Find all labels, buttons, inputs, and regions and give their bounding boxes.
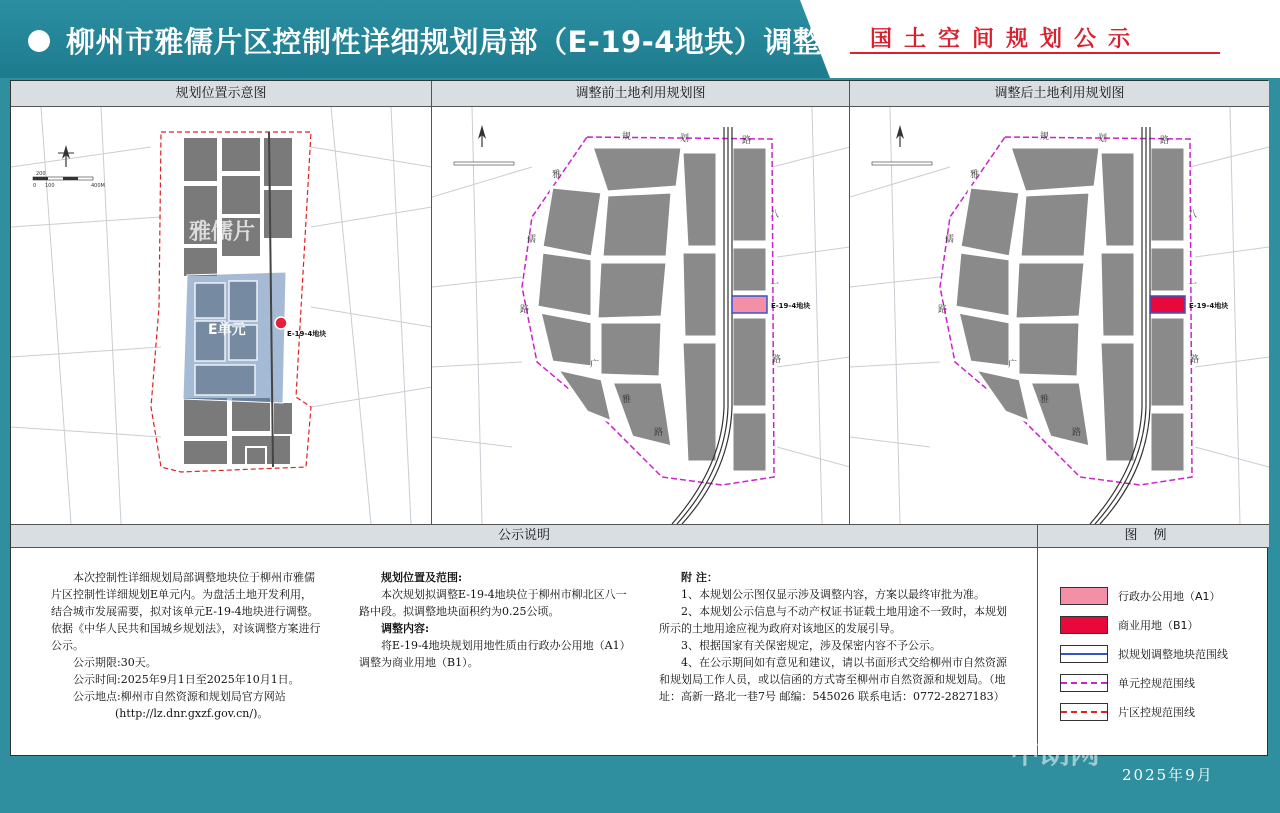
note-2: 2、本规划公示信息与不动产权证书证载土地用途不一致时，本规划所示的土地用途应视为政府对该地区的发展引导。 [659,605,1007,635]
road-char: 一 [1188,280,1198,290]
road-char: 路 [1072,428,1082,438]
legend-panel [1037,548,1268,756]
plot-label: E-19-4地块 [287,330,327,338]
scale-bar [872,162,932,165]
road-char: 划 [1098,134,1108,144]
district-label: 雅儒片 [189,220,256,245]
road-char: 八 [1188,210,1198,220]
road-char: 广 [590,360,600,370]
legend-item-a1 [1060,586,1221,606]
location-map [11,107,432,524]
publish-date: 2025年9月 [1122,766,1214,784]
road-char: 路 [1190,355,1200,365]
notice-section-title: 公示说明 [11,524,1037,548]
after-map [850,107,1269,524]
plot-line-swatch [1060,645,1108,663]
note-3: 3、根据国家有关保密规定，涉及保密内容不予公示。 [681,639,941,652]
road-char: 雅 [622,395,632,405]
a1-swatch [1060,587,1108,605]
road-char: 路 [654,428,664,438]
district-line-swatch [1060,703,1108,721]
legend-item-plot-line [1060,644,1228,664]
road-char: 广 [1008,360,1018,370]
legend-label: 单元控规范围线 [1118,677,1195,690]
scale-label-100: 100 [45,183,55,189]
notice-banner: 国土空间规划公示 [870,26,1143,52]
legend-item-district-line [1060,702,1195,722]
legend-item-unit-line [1060,673,1195,693]
notice-period: 公示期限:30天。 [73,656,157,669]
road-char: 规 [1040,132,1050,142]
plot-label-before: E-19-4地块 [771,302,811,310]
road-char: 雅 [1040,395,1050,405]
note-1: 1、本规划公示图仅显示涉及调整内容，方案以最终审批为准。 [681,588,985,601]
notice-place: 公示地点:柳州市自然资源和规划局官方网站 [73,690,286,703]
panel-title-location: 规划位置示意图 [11,81,432,107]
road-char: 儒 [945,235,955,245]
notice-para: 本次控制性详细规划局部调整地块位于柳州市雅儒片区控制性详细规划E单元内。为盘活土地开发利用，结合城市发展需要，拟对该单元E-19-4地块进行调整。依据《中华人民共和国城乡规划法》，对该调整方案进行公示。 [51,571,321,652]
legend-label: 行政办公用地（A1） [1118,590,1221,603]
header-bar [0,0,1280,78]
plot-e19-4-before [732,296,767,313]
notice-col-3 [659,569,1009,705]
road-char: 八 [770,210,780,220]
scale-label-200: 200 [36,171,46,177]
bullet-icon [28,30,50,52]
notice-col-2 [359,569,631,671]
road-char: 路 [938,305,948,315]
panel-title-before: 调整前土地利用规划图 [432,81,850,107]
plot-label-after: E-19-4地块 [1189,302,1229,310]
road-char: 一 [770,280,780,290]
notes-heading: 附 注： [681,571,718,584]
road-char: 雅 [552,170,562,180]
content-text: 将E-19-4地块规划用地性质由行政办公用地（A1）调整为商业用地（B1）。 [359,639,631,669]
legend-item-b1 [1060,615,1199,635]
scale-bar [454,162,514,165]
header-divider [850,52,1220,54]
legend-label: 片区控规范围线 [1118,706,1195,719]
b1-swatch [1060,616,1108,634]
content-heading: 调整内容: [381,622,430,635]
before-map [432,107,850,524]
legend-label: 商业用地（B1） [1118,619,1199,632]
location-heading: 规划位置及范围: [381,571,463,584]
note-4: 4、在公示期间如有意见和建议，请以书面形式交给柳州市自然资源和规划局工作人员，或以信函的方式寄至柳州市自然资源和规划局。（地址：高新一路北一巷7号 邮编：545026 联系电话：0772-2827183） [659,656,1007,703]
legend-title: 图例 [1037,524,1269,548]
plot-marker-icon [275,317,287,329]
road-char: 规 [622,132,632,142]
page-title: 柳州市雅儒片区控制性详细规划局部（E-19-4地块）调整 [66,25,823,59]
unit-label: E单元 [208,322,246,338]
watermark-logo: 中朗网 [1010,736,1100,771]
road-char: 划 [680,134,690,144]
legend-label: 拟规划调整地块范围线 [1118,648,1228,661]
road-char: 雅 [970,170,980,180]
scale-label-400: 400M [91,183,105,189]
road-char: 儒 [527,235,537,245]
notice-url: (http://lz.dnr.gxzf.gov.cn/)。 [115,707,269,720]
notice-time: 公示时间:2025年9月1日至2025年10月1日。 [73,673,300,686]
plot-e19-4-after [1150,296,1185,313]
road-char: 路 [520,305,530,315]
road-char: 路 [742,136,752,146]
road-char: 路 [772,355,782,365]
notice-col-1 [51,569,321,722]
road-char: 路 [1160,136,1170,146]
scale-label-0: 0 [33,183,37,189]
panel-title-after: 调整后土地利用规划图 [850,81,1269,107]
unit-line-swatch [1060,674,1108,692]
main-frame [10,80,1268,756]
location-text: 本次规划拟调整E-19-4地块位于柳州市柳北区八一路中段。拟调整地块面积约为0.25公顷。 [359,588,627,618]
scale-bar [33,177,93,180]
